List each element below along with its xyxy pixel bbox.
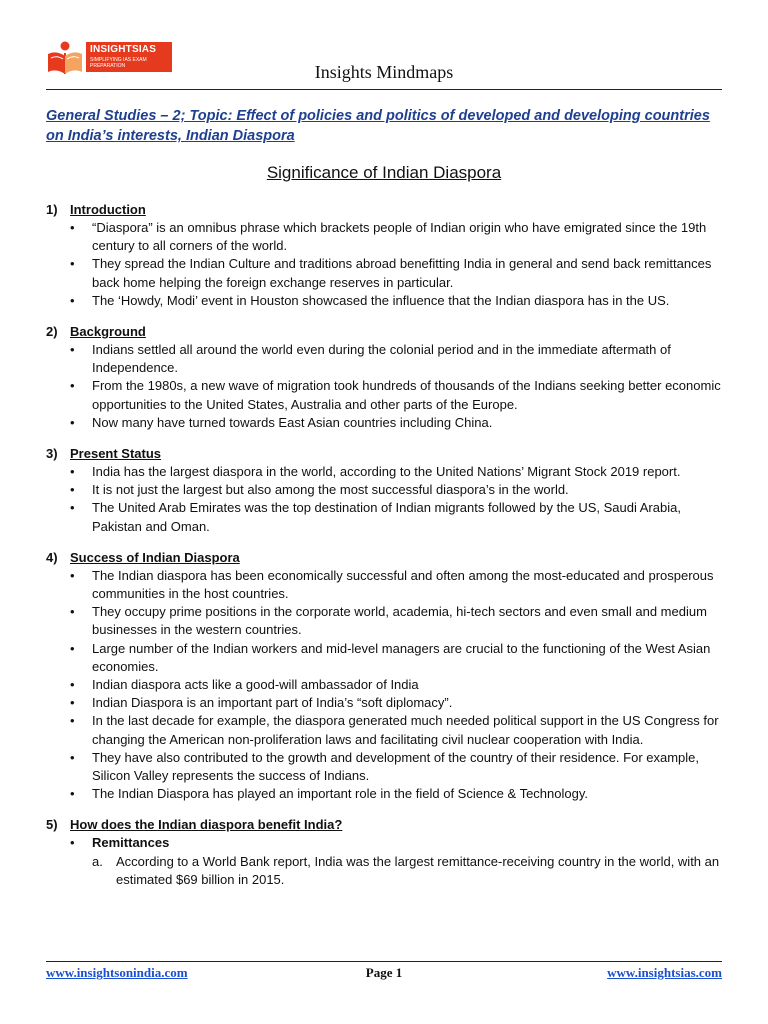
section-present-status — [46, 445, 726, 536]
section-title: Present Status — [70, 446, 162, 462]
logo-title: INSIGHTSIAS — [90, 44, 157, 55]
bullet-item — [46, 341, 726, 377]
bullet-icon: • — [70, 342, 75, 358]
section-number: 3) — [46, 446, 58, 462]
page-header — [0, 0, 768, 92]
bullet-icon: • — [70, 220, 75, 235]
bullet-icon: • — [70, 835, 75, 851]
bullet-text: They spread the Indian Culture and traditions abroad benefitting India in general and send back remittances back home helping the foreign exchange reserves in particular. — [92, 256, 712, 290]
bullet-icon: • — [70, 464, 75, 480]
bullet-item — [46, 463, 726, 481]
bullet-text: The Indian Diaspora has played an important role in the field of Science & Technology. — [92, 786, 588, 802]
section-title: Background — [70, 324, 146, 340]
bullet-text: It is not just the largest but also among the most successful diaspora’s in the world. — [92, 482, 569, 498]
bullet-text: Now many have turned towards East Asian countries including China. — [92, 414, 493, 430]
bullet-text: The United Arab Emirates was the top destination of Indian migrants followed by the US, Saudi Arabia, Pakistan and Oman. — [92, 500, 681, 534]
bullet-text: Large number of the Indian workers and mid-level managers are crucial to the functioning of the West Asian economies. — [92, 640, 711, 674]
section-heading — [46, 323, 726, 341]
bullet-icon: • — [70, 695, 75, 711]
section-success — [46, 549, 726, 804]
bullet-item — [46, 694, 726, 712]
logo-subtitle: SIMPLIFYING IAS EXAM PREPARATION — [90, 57, 147, 69]
section-title: Introduction — [70, 202, 146, 217]
bullet-item — [46, 785, 726, 803]
bullet-item — [46, 255, 726, 291]
sub-item-letter: a. — [92, 853, 103, 869]
section-number: 2) — [46, 324, 58, 340]
bullet-text: They occupy prime positions in the corporate world, academia, hi-tech sectors and even small and medium businesses in the western countries. — [92, 604, 707, 638]
bullet-text: The ‘Howdy, Modi’ event in Houston showcased the influence that the Indian diaspora has in the US. — [92, 292, 670, 308]
bullet-text: In the last decade for example, the diaspora generated much needed political support in the US Congress for changing the American non-proliferation laws and facilitating civil nuclear cooperation with India. — [92, 713, 719, 747]
bullet-text: The Indian diaspora has been economically successful and often among the most-educated and prosperous communities in the host countries. — [92, 567, 714, 602]
bullet-icon: • — [70, 786, 75, 802]
page-number: Page 1 — [365, 965, 403, 980]
bullet-item — [46, 377, 726, 413]
bullet-icon: • — [70, 378, 75, 394]
page-footer — [0, 958, 768, 988]
sub-item-text: According to a World Bank report, India was the largest remittance-receiving country in the world, with an estimated $69 billion in 2015. — [116, 853, 720, 887]
bullet-item — [46, 481, 726, 499]
section-benefits — [46, 816, 726, 889]
main-heading: Significance of Indian Diaspora — [266, 163, 502, 182]
sub-item-list — [46, 853, 726, 889]
section-background — [46, 323, 726, 432]
bullet-item — [46, 749, 726, 785]
section-heading — [46, 816, 726, 834]
bullet-item — [46, 712, 726, 748]
section-title: How does the Indian diaspora benefit India? — [70, 817, 343, 833]
bullet-item — [46, 292, 726, 310]
bullet-text: They have also contributed to the growth and development of the country of their residence. For example, Silicon Valley represents the success of Indians. — [92, 749, 700, 784]
bullet-text: Indian diaspora acts like a good-will ambassador of India — [92, 677, 419, 693]
bullet-text: Indian Diaspora is an important part of India’s “soft diplomacy”. — [92, 695, 453, 711]
bullet-item — [46, 834, 726, 852]
bullet-item — [46, 414, 726, 432]
bullet-list — [46, 341, 726, 432]
section-number: 5) — [46, 817, 58, 833]
bullet-list — [46, 463, 726, 536]
bullet-list — [46, 219, 726, 310]
footer-link-insightsonindia[interactable]: www.insightsonindia.com — [46, 965, 188, 980]
bullet-icon: • — [70, 640, 75, 656]
bullet-item — [46, 567, 726, 603]
document-title: Insights Mindmaps — [314, 62, 454, 82]
bullet-icon: • — [70, 604, 75, 620]
bullet-icon: • — [70, 292, 75, 308]
section-number: 4) — [46, 549, 58, 565]
bullet-item — [46, 603, 726, 639]
header-divider — [46, 89, 722, 90]
bullet-item — [46, 640, 726, 676]
document-body — [46, 201, 726, 902]
section-number: 1) — [46, 202, 58, 217]
bullet-icon: • — [70, 256, 75, 272]
bullet-icon: • — [70, 500, 75, 516]
bullet-text: Indians settled all around the world even during the colonial period and in the immediate aftermath of Independence. — [92, 342, 671, 376]
section-introduction — [46, 201, 726, 310]
section-heading — [46, 201, 726, 219]
section-heading — [46, 549, 726, 567]
bullet-text: “Diaspora” is an omnibus phrase which brackets people of Indian origin who have emigrated since the 19th century to all corners of the world. — [92, 220, 707, 254]
bullet-text: From the 1980s, a new wave of migration took hundreds of thousands of the Indians seeking better economic opportunities to the United States, Australia and other parts of the Europe. — [92, 378, 721, 412]
bullet-text: India has the largest diaspora in the world, according to the United Nations’ Migrant Stock 2019 report. — [92, 464, 681, 480]
bullet-item — [46, 219, 726, 255]
bullet-item — [46, 499, 726, 535]
section-title: Success of Indian Diaspora — [70, 549, 240, 565]
topic-line: General Studies – 2; Topic: Effect of policies and politics of developed and developing countries on India’s interests, Indian Diaspora — [46, 108, 710, 144]
bullet-label-remittances: Remittances — [92, 835, 170, 851]
bullet-icon: • — [70, 749, 75, 765]
bullet-list — [46, 567, 726, 804]
bullet-icon: • — [70, 414, 75, 430]
bullet-item — [46, 676, 726, 694]
sub-item — [46, 853, 726, 889]
bullet-icon: • — [70, 567, 75, 583]
bullet-list — [46, 834, 726, 852]
bullet-icon: • — [70, 713, 75, 729]
bullet-icon: • — [70, 677, 75, 693]
bullet-icon: • — [70, 482, 75, 498]
footer-link-insightsias[interactable]: www.insightsias.com — [607, 965, 722, 980]
section-heading — [46, 445, 726, 463]
footer-divider — [46, 961, 722, 962]
